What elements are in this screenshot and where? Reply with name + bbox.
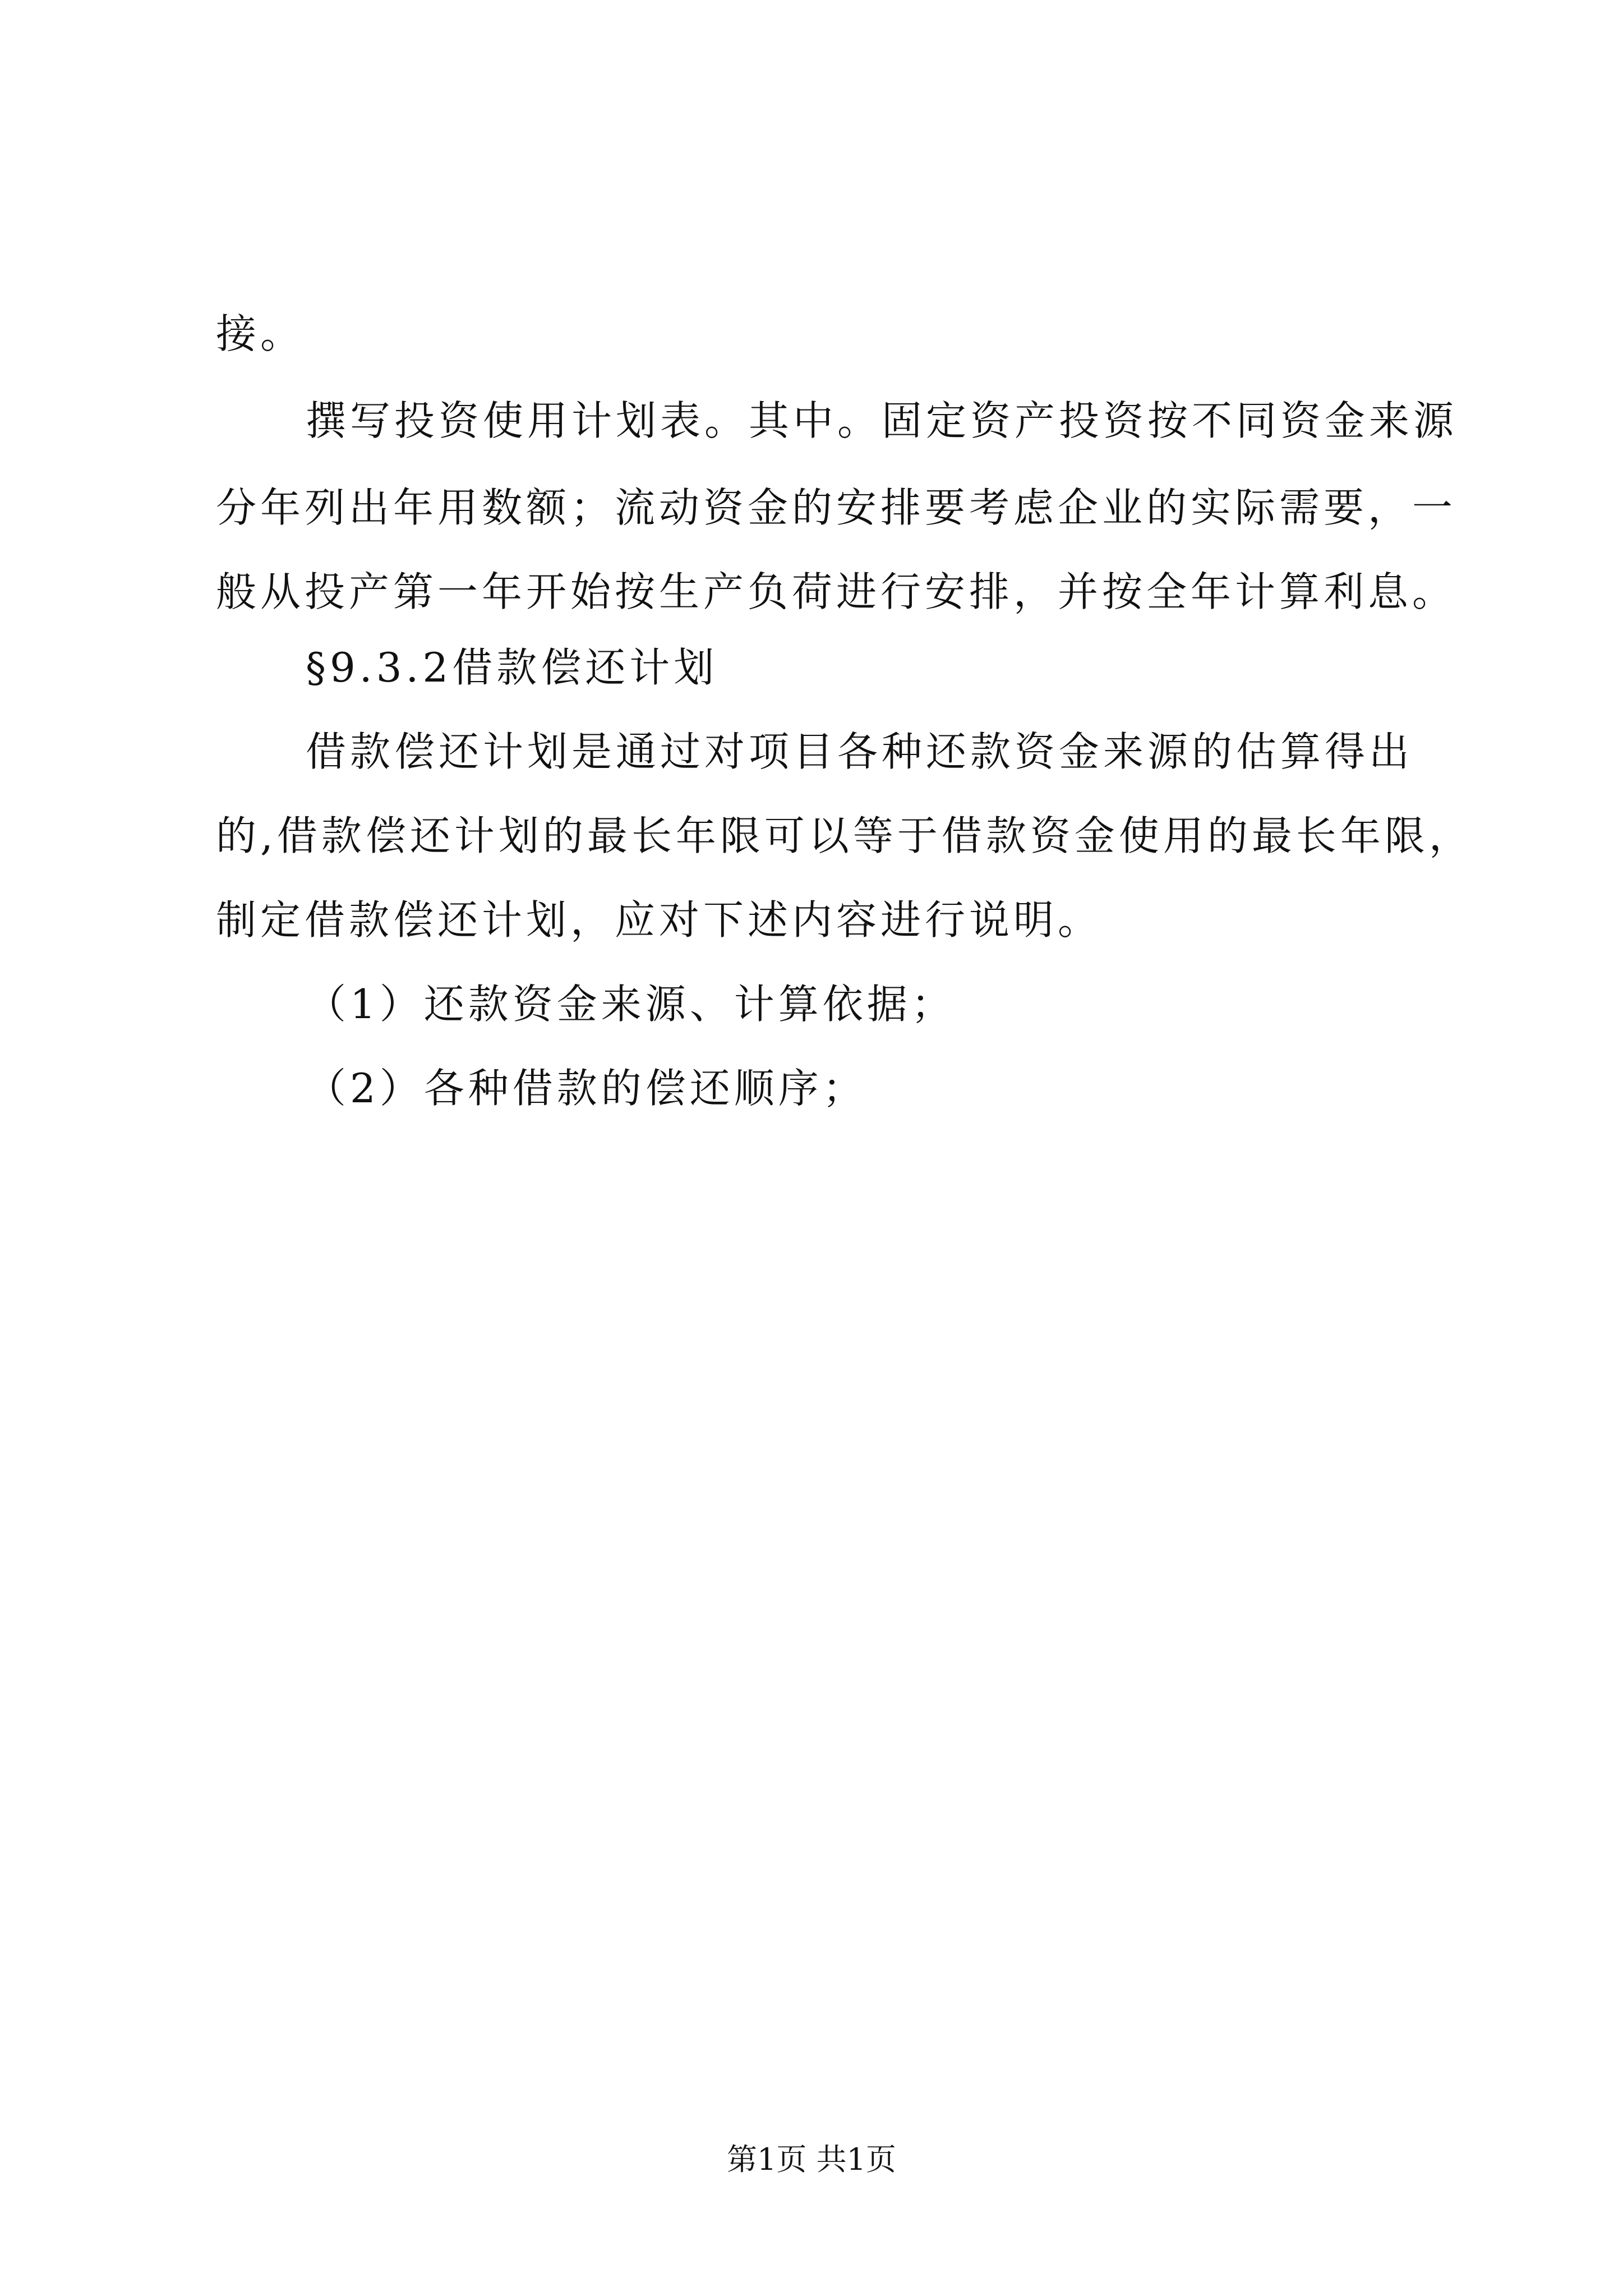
paragraph-line-4: 般从投产第一年开始按生产负荷进行安排，并按全年计算利息。 — [216, 568, 1457, 615]
paragraph-line-3: 分年列出年用数额；流动资金的安排要考虑企业的实际需要，一 — [216, 484, 1457, 531]
paragraph-line-1: 接。 — [216, 310, 305, 357]
paragraph-line-2: 撰写投资使用计划表。其中。固定资产投资按不同资金来源 — [306, 397, 1458, 444]
list-item-1: （1）还款资金来源、计算依据； — [306, 981, 956, 1028]
list-item-2: （2）各种借款的偿还顺序； — [306, 1065, 867, 1112]
page-footer: 第1页 共1页 — [727, 2142, 896, 2177]
paragraph-line-7: 的,借款偿还计划的最长年限可以等于借款资金使用的最长年限， — [216, 812, 1473, 859]
paragraph-line-8: 制定借款偿还计划，应对下述内容进行说明。 — [216, 896, 1103, 944]
section-heading: §9.3.2借款偿还计划 — [306, 644, 718, 691]
paragraph-line-6: 借款偿还计划是通过对项目各种还款资金来源的估算得出 — [306, 728, 1414, 775]
